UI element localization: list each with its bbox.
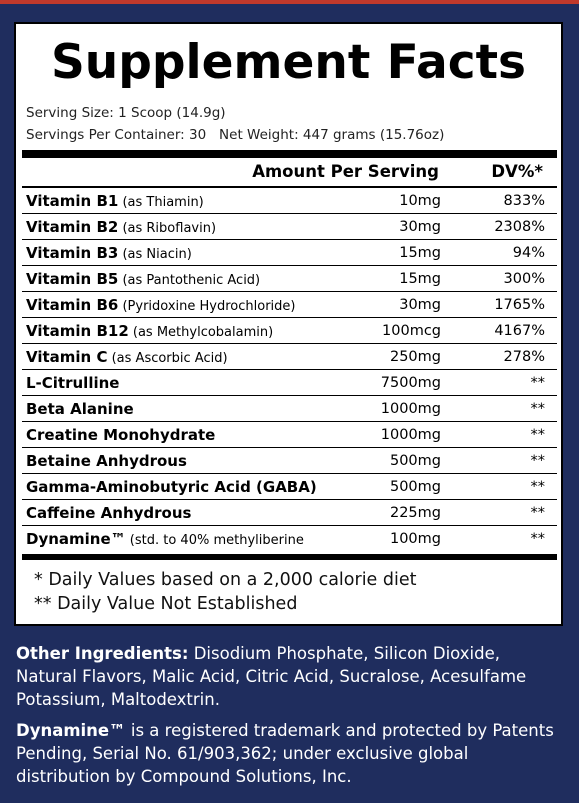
other-ingredients-label: Other Ingredients: [16,644,189,663]
nutrient-dv: 94% [512,245,545,261]
nutrient-source: (as Pantothenic Acid) [118,273,261,288]
nutrient-amount: 15mg [399,245,441,261]
nutrient-name-main: Beta Alanine [26,400,134,418]
table-row [22,526,557,552]
nutrient-dv: ** [530,375,545,391]
other-ingredients [16,642,566,711]
nutrient-source: (as Methylcobalamin) [128,325,274,340]
nutrient-amount: 30mg [399,297,441,313]
table-row [22,240,557,266]
supplement-facts-panel [14,22,563,626]
nutrient-amount: 7500mg [380,375,441,391]
nutrient-name [26,322,273,340]
nutrient-name [26,296,295,314]
nutrient-amount: 500mg [389,453,441,469]
nutrient-dv: ** [530,427,545,443]
nutrient-dv: 300% [503,271,545,287]
nutrient-dv: 4167% [494,323,545,339]
nutrient-amount: 10mg [399,193,441,209]
table-row [22,318,557,344]
nutrient-source: (as Niacin) [118,247,192,262]
nutrient-amount: 100mcg [382,323,441,339]
trademark-text: is a registered trademark and protected by Patents Pending, Serial No. 61/903,362; under exclusive global distribution by Compound Solutions, Inc. [16,721,554,786]
nutrient-name [26,244,192,262]
nutrient-source: (as Thiamin) [118,195,204,210]
trademark-label: Dynamine™ [16,721,126,740]
nutrient-name [26,530,304,548]
nutrient-name [26,478,317,496]
table-row [22,474,557,500]
nutrient-name-main: Vitamin B6 [26,296,119,314]
serving-size: Serving Size: 1 Scoop (14.9g) [26,105,226,121]
nutrient-dv: 278% [503,349,545,365]
nutrient-amount: 100mg [389,531,441,547]
nutrient-dv: 1765% [494,297,545,313]
nutrient-name [26,374,119,392]
nutrient-name [26,218,216,236]
table-row [22,448,557,474]
table-row [22,396,557,422]
nutrient-name-main: Gamma-Aminobutyric Acid (GABA) [26,478,317,496]
nutrient-amount: 225mg [389,505,441,521]
trademark-notice [16,719,566,788]
table-row [22,214,557,240]
servings-per-container: Servings Per Container: 30 Net Weight: 447 grams (15.76oz) [26,127,445,143]
nutrient-source: (as Ascorbic Acid) [107,351,228,366]
table-header [22,160,557,188]
nutrient-name [26,348,228,366]
nutrient-dv: ** [530,401,545,417]
nutrient-dv: 2308% [494,219,545,235]
nutrient-name [26,400,134,418]
nutrient-name-main: Creatine Monohydrate [26,426,216,444]
header-amount: Amount Per Serving [252,162,439,181]
nutrient-amount: 500mg [389,479,441,495]
nutrient-name-main: Caffeine Anhydrous [26,504,192,522]
header-dv: DV%* [491,162,543,181]
table-row [22,422,557,448]
nutrient-dv: ** [530,505,545,521]
nutrient-name [26,270,260,288]
nutrient-source: (std. to 40% methyliberine [125,533,304,548]
divider-thick-top [22,150,557,158]
table-row [22,188,557,214]
nutrient-name [26,426,215,444]
nutrient-name [26,452,187,470]
nutrient-name-main: Vitamin B5 [26,270,119,288]
nutrient-name [26,192,204,210]
nutrient-name-main: Vitamin C [26,348,108,366]
nutrient-dv: 833% [503,193,545,209]
nutrient-name-main: Vitamin B1 [26,192,119,210]
table-row [22,292,557,318]
nutrient-dv: ** [530,453,545,469]
table-row [22,266,557,292]
divider-thick-bottom [22,554,557,560]
nutrient-amount: 1000mg [380,427,441,443]
top-accent-strip [0,0,579,4]
nutrient-name-main: Betaine Anhydrous [26,452,187,470]
nutrient-dv: ** [530,479,545,495]
table-row [22,344,557,370]
nutrient-amount: 1000mg [380,401,441,417]
nutrient-name-main: Vitamin B12 [26,322,129,340]
nutrient-amount: 250mg [389,349,441,365]
nutrient-name [26,504,191,522]
table-row [22,500,557,526]
panel-title: Supplement Facts [50,35,527,90]
nutrient-table [22,188,557,552]
nutrient-amount: 15mg [399,271,441,287]
footnote-not-established: ** Daily Value Not Established [34,594,298,614]
nutrient-name-main: Vitamin B2 [26,218,119,236]
nutrient-name-main: L-Citrulline [26,374,120,392]
nutrient-source: (as Riboflavin) [118,221,217,236]
table-row [22,370,557,396]
nutrient-dv: ** [530,531,545,547]
nutrient-name-main: Dynamine™ [26,530,126,548]
nutrient-source: (Pyridoxine Hydrochloride) [118,299,296,314]
nutrient-amount: 30mg [399,219,441,235]
other-ingredients-text: Disodium Phosphate, Silicon Dioxide, Natural Flavors, Malic Acid, Citric Acid, Sucralose, Acesulfame Potassium, Maltodextrin. [16,644,527,709]
footnote-daily-values: * Daily Values based on a 2,000 calorie diet [34,570,417,590]
nutrient-name-main: Vitamin B3 [26,244,119,262]
